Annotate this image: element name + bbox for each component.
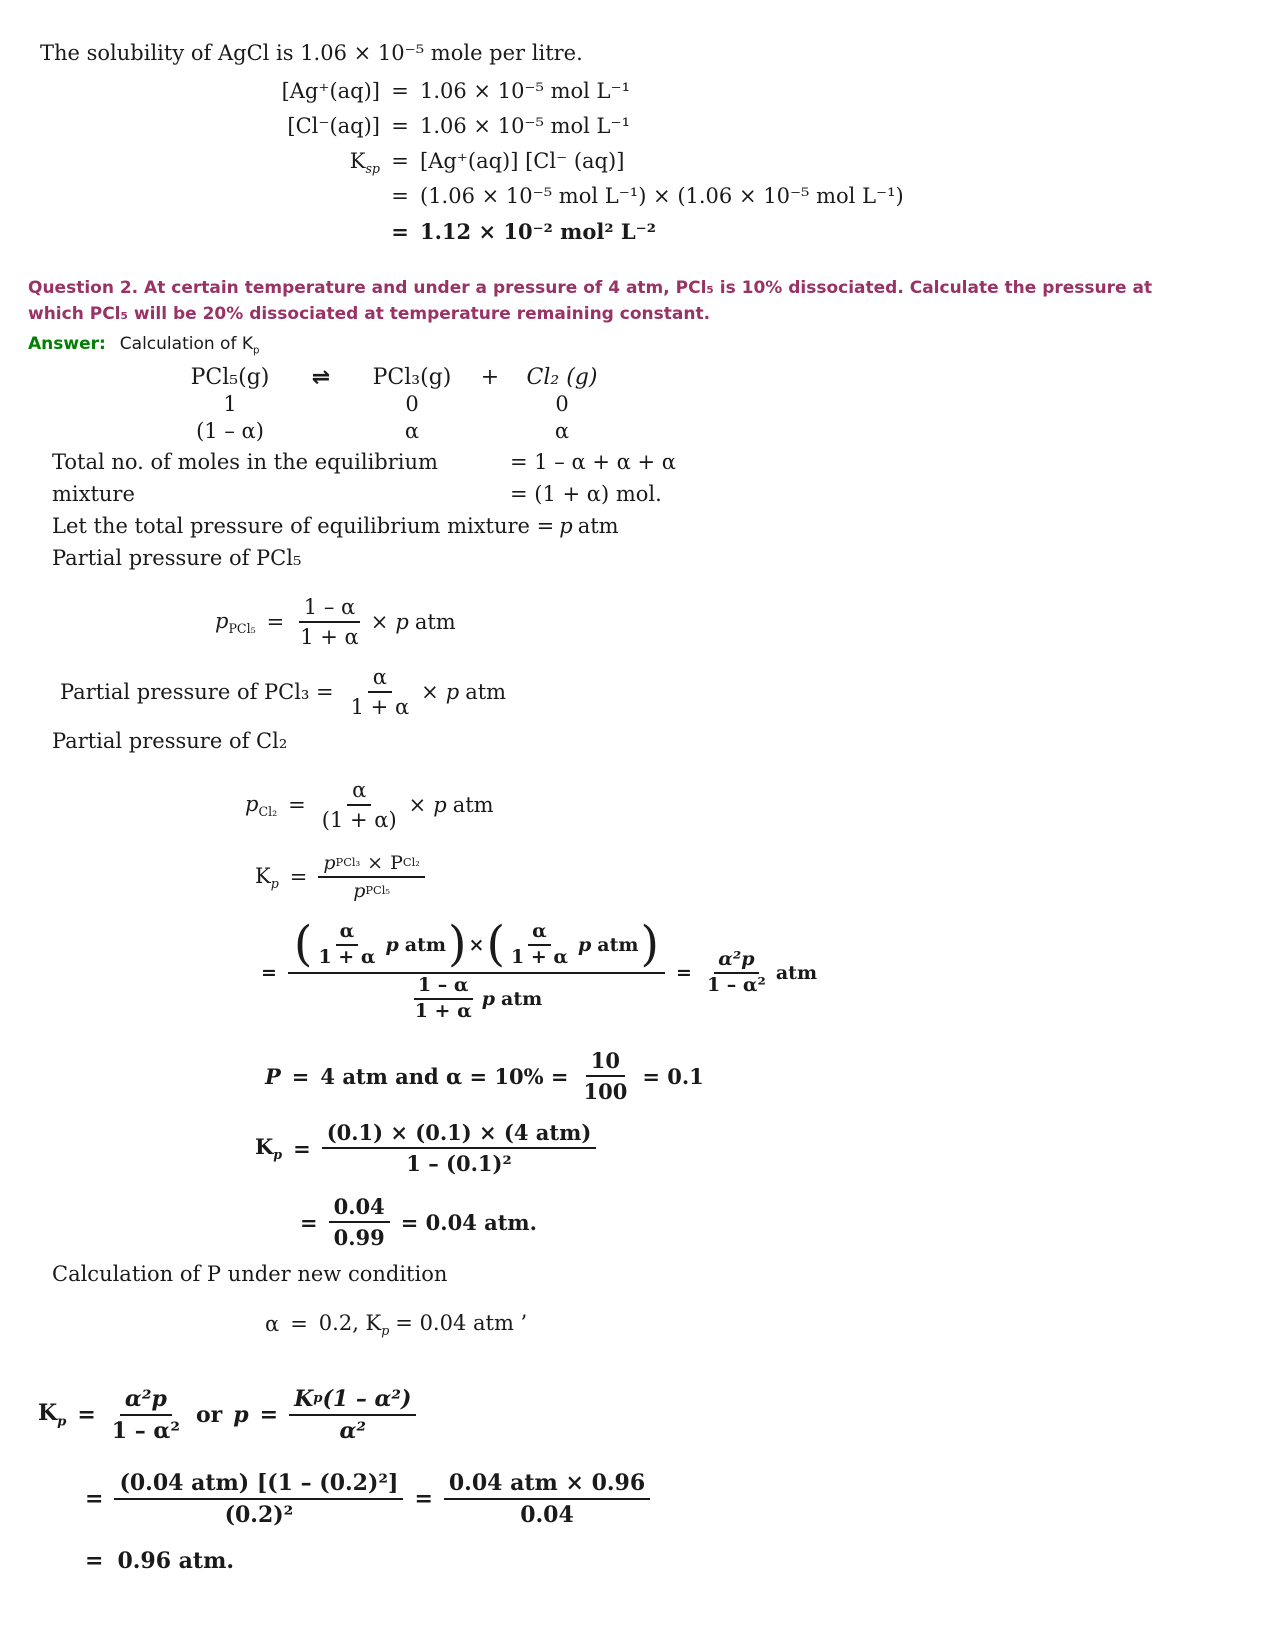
spacer bbox=[474, 391, 506, 417]
numerator: 0.04 atm × 0.96 bbox=[444, 1470, 650, 1500]
times-sign: × bbox=[468, 934, 485, 956]
alpha-squared-fraction bbox=[107, 1386, 185, 1444]
atm-unit: atm bbox=[404, 934, 446, 956]
k-base: K bbox=[38, 1400, 58, 1427]
p-subscript: p bbox=[381, 1323, 390, 1339]
spacer bbox=[474, 418, 506, 444]
p-base: p bbox=[215, 608, 229, 633]
denominator: 1 – (0.1)² bbox=[406, 1151, 512, 1176]
p-cl2-symbol bbox=[245, 792, 277, 819]
total-moles-value2: = (1 + α) mol. bbox=[510, 482, 662, 506]
alpha-kp-values bbox=[319, 1311, 527, 1338]
numerator: α bbox=[336, 920, 359, 946]
pcl5-subscript: PCl₅ bbox=[228, 620, 256, 636]
total-pressure-line bbox=[52, 510, 1275, 542]
ksp-result: 1.12 × 10⁻² mol² L⁻² bbox=[420, 219, 656, 244]
question-text: Question 2. At certain temperature and under a pressure of 4 atm, PCl₅ is 10% dissociated. Calculate the pressure at which PCl₅ will be 20% dissociated at temperature remaining constant. bbox=[28, 278, 1153, 324]
denominator: 1 + α bbox=[300, 625, 359, 649]
answer-label: Answer: bbox=[28, 334, 106, 354]
kp-result: = 0.04 atm. bbox=[400, 1209, 537, 1235]
pcl3-subscript: PCl₃ bbox=[335, 855, 361, 870]
k-base: K bbox=[294, 1385, 314, 1412]
p-alpha-statement: 4 atm and α = 10% = bbox=[320, 1063, 569, 1089]
plus-sign: + bbox=[480, 365, 500, 390]
total-moles-line bbox=[52, 446, 1275, 510]
big-fraction bbox=[288, 916, 665, 1026]
answer-intro-text bbox=[120, 332, 260, 357]
product-pcl3: PCl₃(g) bbox=[372, 365, 452, 390]
total-moles-values bbox=[510, 446, 676, 510]
kp-pressure-fraction bbox=[318, 852, 424, 902]
pp-pcl3-label: Partial pressure of PCl₃ = bbox=[60, 680, 334, 704]
ksp-derivation bbox=[40, 74, 1275, 249]
final-pressure-value: 0.96 atm. bbox=[117, 1547, 235, 1574]
final-formula-equation bbox=[38, 1386, 1275, 1444]
equals-sign: = bbox=[85, 1547, 104, 1574]
initial-moles-pcl3: 0 bbox=[405, 392, 419, 416]
answer-line bbox=[28, 332, 1275, 357]
equation-lhs: [Cl⁻(aq)] bbox=[287, 114, 380, 138]
p-solved-fraction bbox=[289, 1386, 416, 1444]
k-base: K bbox=[255, 1134, 274, 1160]
p-base: p bbox=[245, 791, 259, 816]
numerator: α bbox=[368, 665, 392, 693]
equals-sign: = bbox=[391, 184, 409, 208]
alpha-value: = 0.1 bbox=[642, 1063, 704, 1089]
equals-sign: = bbox=[289, 865, 308, 889]
atm-unit: atm bbox=[577, 514, 619, 538]
equals-sign: = bbox=[290, 1312, 308, 1337]
kp-numeric-fraction bbox=[322, 1120, 597, 1176]
denominator: 1 – α² bbox=[111, 1417, 180, 1444]
fraction-alpha bbox=[346, 665, 415, 719]
initial-moles-pcl5: 1 bbox=[223, 392, 237, 416]
P-variable: P bbox=[265, 1063, 281, 1089]
p-base: p bbox=[323, 852, 336, 874]
numerator: 0.04 bbox=[329, 1194, 390, 1223]
fraction-alpha bbox=[507, 920, 572, 970]
equals-sign: = bbox=[391, 219, 409, 244]
denominator: 0.99 bbox=[333, 1225, 385, 1250]
denominator: 1 + α bbox=[414, 1000, 472, 1022]
total-moles-label: Total no. of moles in the equilibrium mixture bbox=[52, 450, 438, 506]
reaction-equation bbox=[168, 365, 1275, 444]
p-variable: p bbox=[233, 1401, 249, 1428]
denominator: 1 + α bbox=[510, 946, 568, 968]
spacer bbox=[292, 391, 350, 417]
atm-unit: atm bbox=[465, 680, 507, 704]
alpha-symbol: α bbox=[265, 1312, 280, 1337]
numerator: α²p bbox=[120, 1386, 172, 1416]
atm-unit: atm bbox=[414, 610, 456, 634]
equilibrium-moles-cl2: α bbox=[554, 419, 570, 443]
p-subscript: p bbox=[273, 1147, 283, 1163]
equation-lhs: [Ag⁺(aq)] bbox=[281, 79, 380, 103]
numerator bbox=[289, 1386, 416, 1416]
denominator: (1 + α) bbox=[321, 808, 397, 832]
denominator: 0.04 bbox=[520, 1501, 574, 1528]
result-fraction bbox=[703, 948, 770, 998]
equation-lhs-empty bbox=[40, 179, 380, 214]
final-calculation-equation bbox=[85, 1470, 1275, 1528]
kp-definition-equation bbox=[255, 852, 1275, 902]
p-base: p bbox=[353, 880, 366, 902]
equilibrium-moles-pcl5: (1 – α) bbox=[196, 419, 264, 443]
kp-symbol bbox=[255, 1134, 282, 1162]
kp-numeric-equation bbox=[255, 1120, 1275, 1176]
pp-cl2-equation bbox=[245, 778, 1275, 832]
kp-value-text: = 0.04 atm ’ bbox=[395, 1311, 528, 1335]
close-paren: ) bbox=[640, 916, 660, 972]
equals-sign: = bbox=[676, 962, 692, 984]
close-paren: ) bbox=[447, 916, 467, 972]
simplified-fraction bbox=[444, 1470, 650, 1528]
total-moles-value1: = 1 – α + α + α bbox=[510, 450, 676, 474]
k-base: K bbox=[255, 863, 271, 888]
denominator: 1 + α bbox=[350, 695, 410, 719]
p-alpha-values-line bbox=[265, 1048, 1275, 1104]
equals-sign: = bbox=[291, 1063, 310, 1089]
reactant-pcl5: PCl₅(g) bbox=[190, 365, 270, 390]
final-result-line bbox=[85, 1548, 1275, 1574]
ksp-symbol bbox=[40, 144, 380, 179]
fraction-alpha bbox=[314, 920, 379, 970]
numerator: α bbox=[528, 920, 551, 946]
p-variable: p bbox=[433, 793, 447, 817]
equation-rhs: [Ag⁺(aq)] [Cl⁻ (aq)] bbox=[420, 149, 625, 173]
equals-sign: = bbox=[300, 1209, 318, 1235]
big-denominator bbox=[407, 974, 547, 1026]
p-variable: p bbox=[481, 988, 496, 1010]
fraction-004-099 bbox=[329, 1194, 390, 1250]
pcl5-subscript: PCl₅ bbox=[365, 883, 390, 898]
equals-sign: = bbox=[266, 610, 285, 634]
equals-sign: = bbox=[259, 1401, 279, 1428]
kp-expanded-equation bbox=[250, 916, 1275, 1026]
fraction-1-minus-alpha bbox=[411, 974, 476, 1024]
numerator: 10 bbox=[586, 1048, 625, 1077]
p-variable: p bbox=[395, 610, 409, 634]
product-cl2: Cl₂ (g) bbox=[526, 365, 598, 390]
pp-pcl5-label: Partial pressure of PCl₅ bbox=[52, 546, 302, 570]
spacer bbox=[292, 418, 350, 444]
p-subscript: p bbox=[270, 875, 279, 891]
equation-rhs: (1.06 × 10⁻⁵ mol L⁻¹) × (1.06 × 10⁻⁵ mol L⁻¹) bbox=[420, 184, 904, 208]
ksp-subscript: sp bbox=[365, 161, 380, 177]
equilibrium-moles-pcl3: α bbox=[404, 419, 420, 443]
atm-unit: atm bbox=[452, 793, 494, 817]
numerator: 1 – α bbox=[414, 974, 473, 1000]
p-subscript: p bbox=[57, 1414, 67, 1430]
fraction-1-minus-alpha bbox=[295, 595, 364, 649]
equals-sign: = bbox=[391, 114, 409, 138]
pp-pcl5-equation bbox=[215, 595, 1275, 649]
equation-rhs: 1.06 × 10⁻⁵ mol L⁻¹ bbox=[420, 114, 630, 138]
equals-sign: = bbox=[293, 1135, 311, 1161]
kp-value-equation bbox=[300, 1194, 1275, 1250]
equilibrium-arrow-icon: ⇌ bbox=[311, 365, 331, 390]
substituted-fraction bbox=[114, 1470, 403, 1528]
numerator: (0.04 atm) [(1 – (0.2)²] bbox=[114, 1470, 403, 1500]
solubility-statement: The solubility of AgCl is 1.06 × 10⁻⁵ mole per litre. bbox=[40, 41, 583, 65]
denominator: 1 – α² bbox=[706, 974, 766, 996]
kp-symbol bbox=[255, 864, 279, 891]
p-variable: p bbox=[559, 514, 573, 538]
fraction-alpha bbox=[317, 778, 402, 832]
atm-unit: atm bbox=[597, 934, 639, 956]
pp-cl2-label: Partial pressure of Cl₂ bbox=[52, 729, 288, 753]
or-text: or bbox=[196, 1401, 223, 1428]
atm-unit: atm bbox=[775, 962, 818, 984]
p-variable: p bbox=[577, 934, 592, 956]
bracket-term: (1 – α²) bbox=[322, 1385, 412, 1412]
numerator: α²p bbox=[714, 948, 758, 974]
denominator: (0.2)² bbox=[224, 1501, 294, 1528]
atm-unit: atm bbox=[501, 988, 543, 1010]
numerator: 1 – α bbox=[299, 595, 360, 623]
calculation-of-k: Calculation of K bbox=[119, 334, 253, 354]
equals-sign: = bbox=[414, 1485, 433, 1512]
p-variable: p bbox=[385, 934, 399, 956]
pp-pcl3-equation bbox=[60, 665, 1275, 719]
pressure-statement: Let the total pressure of equilibrium mixture = bbox=[52, 514, 555, 538]
new-condition-values bbox=[265, 1311, 1275, 1338]
equals-sign: = bbox=[261, 962, 277, 984]
times-sign: × bbox=[408, 793, 427, 817]
p-variable: p bbox=[445, 680, 460, 704]
equals-sign: = bbox=[391, 149, 409, 173]
kp-symbol bbox=[38, 1400, 66, 1429]
p-subscript: p bbox=[313, 1391, 323, 1407]
alpha-value-text: 0.2, K bbox=[318, 1311, 382, 1335]
open-paren: ( bbox=[486, 916, 505, 972]
denominator: 100 bbox=[583, 1079, 628, 1104]
times-sign: × bbox=[367, 852, 384, 874]
equation-lhs-empty bbox=[40, 214, 380, 249]
times-sign: × bbox=[421, 680, 439, 704]
equals-sign: = bbox=[391, 79, 409, 103]
denominator bbox=[348, 878, 395, 902]
equals-sign: = bbox=[85, 1485, 104, 1512]
denominator: α² bbox=[339, 1417, 367, 1444]
fraction-10-over-100 bbox=[579, 1048, 633, 1104]
big-numerator bbox=[288, 916, 665, 974]
kp-subscript: p bbox=[252, 345, 260, 357]
ksp-base: K bbox=[349, 149, 366, 173]
equals-sign: = bbox=[288, 793, 306, 817]
numerator: (0.1) × (0.1) × (4 atm) bbox=[322, 1120, 597, 1149]
numerator: α bbox=[347, 778, 371, 806]
cl2-subscript: Cl₂ bbox=[258, 803, 278, 819]
denominator: 1 + α bbox=[318, 946, 376, 968]
new-condition-heading: Calculation of P under new condition bbox=[52, 1262, 448, 1286]
cl2-subscript: Cl₂ bbox=[402, 855, 420, 870]
p-base: P bbox=[390, 852, 403, 874]
numerator bbox=[318, 852, 424, 878]
initial-moles-cl2: 0 bbox=[555, 392, 569, 416]
p-pcl5-symbol bbox=[215, 609, 256, 636]
equals-sign: = bbox=[77, 1401, 96, 1428]
open-paren: ( bbox=[293, 916, 313, 972]
equation-rhs: 1.06 × 10⁻⁵ mol L⁻¹ bbox=[420, 79, 630, 103]
times-sign: × bbox=[370, 610, 389, 634]
